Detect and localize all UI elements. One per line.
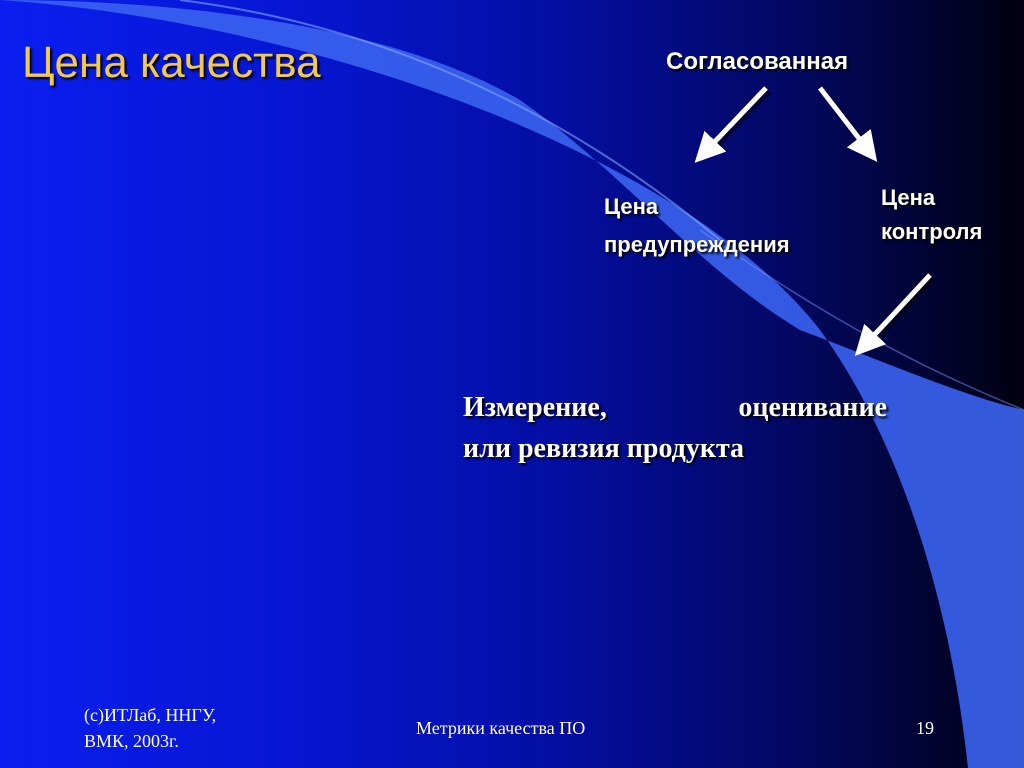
control-cost-label xyxy=(881,181,1021,249)
prevention-cost-line1: Цена xyxy=(604,194,659,219)
root-node-label: Согласованная xyxy=(666,48,849,75)
control-cost-line1: Цена xyxy=(881,185,936,210)
footer-copyright-line1: (с)ИТЛаб, ННГУ, xyxy=(84,705,217,725)
footer-page-number: 19 xyxy=(916,718,934,738)
measurement-word1: Измерение, xyxy=(463,392,607,423)
measurement-line1 xyxy=(463,387,887,428)
slide-title: Цена качества xyxy=(22,38,321,87)
footer-copyright-line2: ВМК, 2003г. xyxy=(84,731,179,751)
measurement-word2: оценивание xyxy=(738,392,887,423)
prevention-cost-label xyxy=(604,188,864,264)
footer-copyright xyxy=(84,702,264,754)
measurement-line2: или ревизия продукта xyxy=(463,433,745,464)
footer-course-title: Метрики качества ПО xyxy=(416,718,586,738)
measurement-label xyxy=(463,387,887,469)
prevention-cost-line2: предупреждения xyxy=(604,232,790,257)
control-cost-line2: контроля xyxy=(881,219,983,244)
